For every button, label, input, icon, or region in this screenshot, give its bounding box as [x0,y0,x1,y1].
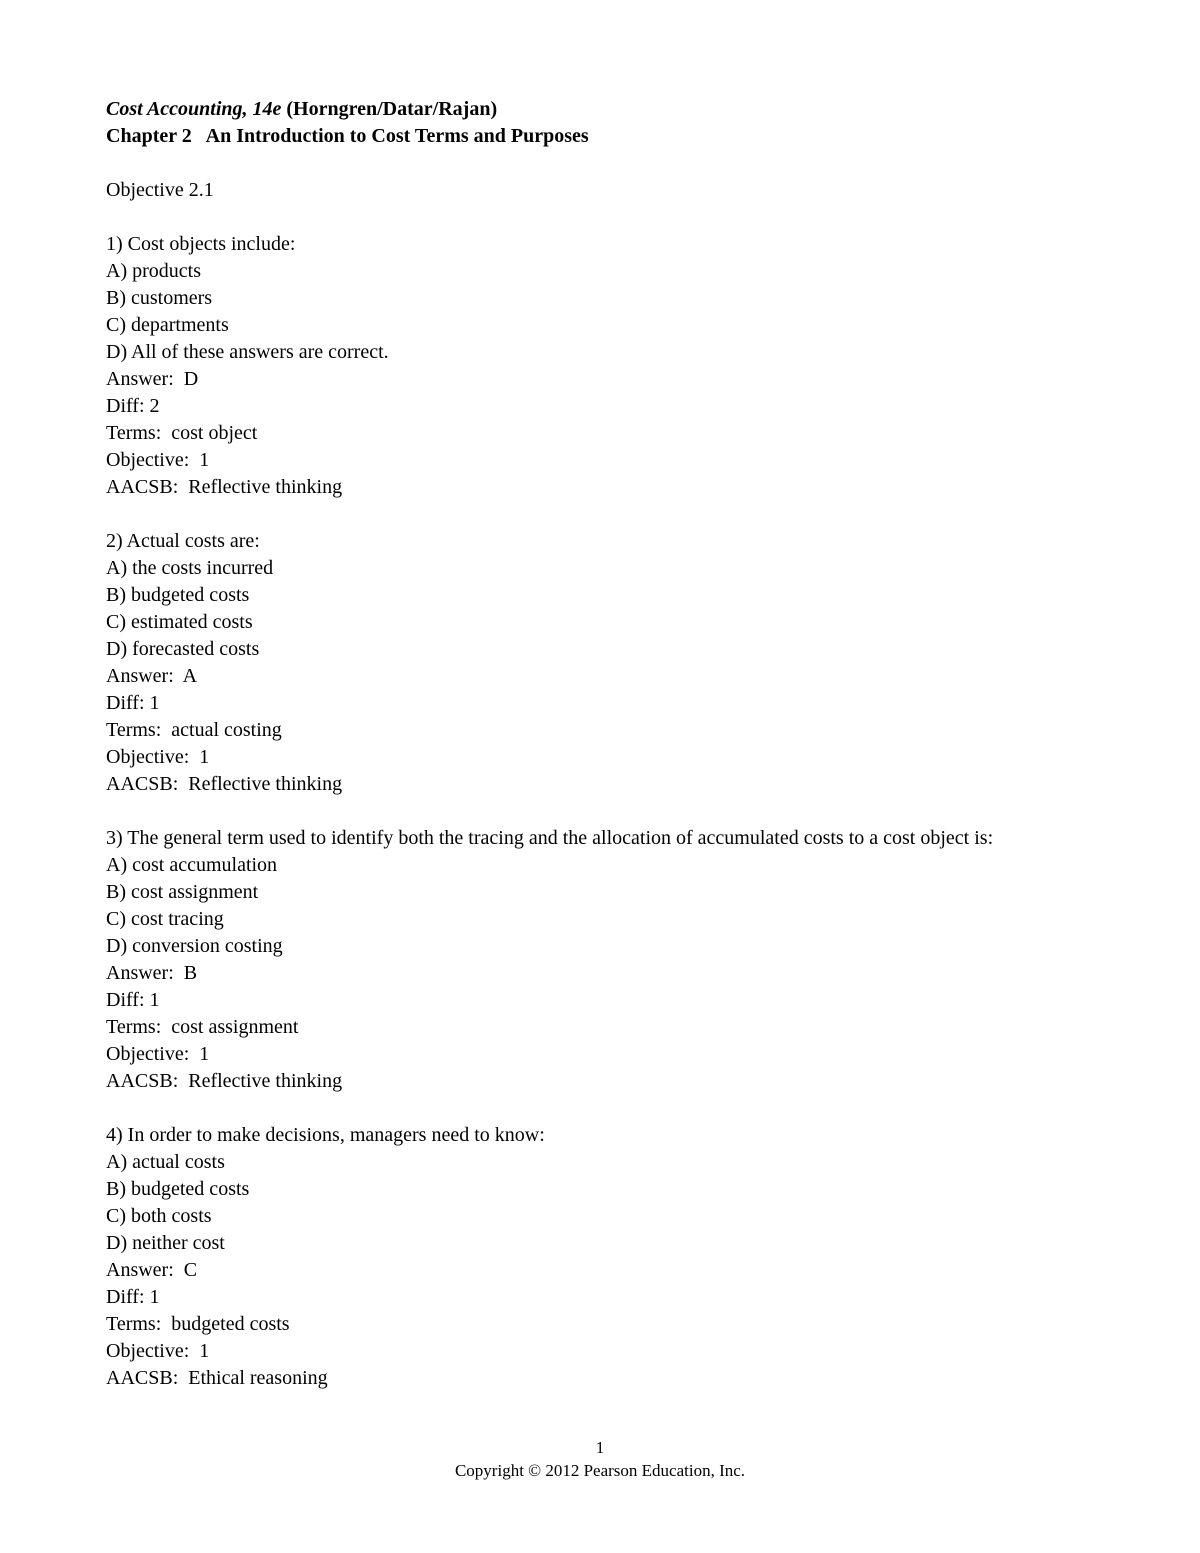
question-stem: 3) The general term used to identify both the tracing and the allocation of accumulated costs to a cost object is: [106,827,994,849]
option-c: C) both costs [106,1205,212,1227]
objective: Objective: 1 [106,746,210,768]
option-d: D) conversion costing [106,935,283,957]
question-stem: 4) In order to make decisions, managers need to know: [106,1124,545,1146]
objective-heading: Objective 2.1 [106,179,214,201]
option-a: A) products [106,260,201,282]
document-page [106,96,1106,1392]
question-stem: 2) Actual costs are: [106,530,260,552]
option-d: D) All of these answers are correct. [106,341,389,363]
question-1 [106,231,1106,501]
book-title: Cost Accounting, 14e [106,98,282,120]
option-b: B) customers [106,287,213,309]
option-a: A) the costs incurred [106,557,274,579]
question-stem: 1) Cost objects include: [106,233,296,255]
question-4 [106,1122,1106,1392]
terms: Terms: cost assignment [106,1016,299,1038]
option-b: B) budgeted costs [106,584,250,606]
option-b: B) cost assignment [106,881,259,903]
book-authors: (Horngren/Datar/Rajan) [281,98,498,120]
question-2 [106,528,1106,798]
terms: Terms: actual costing [106,719,282,741]
option-b: B) budgeted costs [106,1178,250,1200]
difficulty: Diff: 2 [106,395,160,417]
aacsb: AACSB: Ethical reasoning [106,1367,328,1389]
terms: Terms: budgeted costs [106,1313,290,1335]
aacsb: AACSB: Reflective thinking [106,773,343,795]
aacsb: AACSB: Reflective thinking [106,1070,343,1092]
question-3 [106,825,1106,1095]
objective: Objective: 1 [106,1340,210,1362]
option-c: C) cost tracing [106,908,224,930]
difficulty: Diff: 1 [106,692,160,714]
answer: Answer: B [106,962,198,984]
option-a: A) cost accumulation [106,854,278,876]
difficulty: Diff: 1 [106,989,160,1011]
answer: Answer: D [106,368,199,390]
terms: Terms: cost object [106,422,258,444]
option-c: C) departments [106,314,229,336]
page-number: 1 [595,1438,605,1457]
option-a: A) actual costs [106,1151,225,1173]
book-title-line [106,96,1106,123]
answer: Answer: A [106,665,198,687]
aacsb: AACSB: Reflective thinking [106,476,343,498]
option-d: D) neither cost [106,1232,225,1254]
option-c: C) estimated costs [106,611,253,633]
difficulty: Diff: 1 [106,1286,160,1308]
objective: Objective: 1 [106,1043,210,1065]
copyright-notice: Copyright © 2012 Pearson Education, Inc. [454,1461,746,1480]
answer: Answer: C [106,1259,198,1281]
chapter-title: Chapter 2 An Introduction to Cost Terms and Purposes [106,125,589,147]
objective: Objective: 1 [106,449,210,471]
option-d: D) forecasted costs [106,638,260,660]
